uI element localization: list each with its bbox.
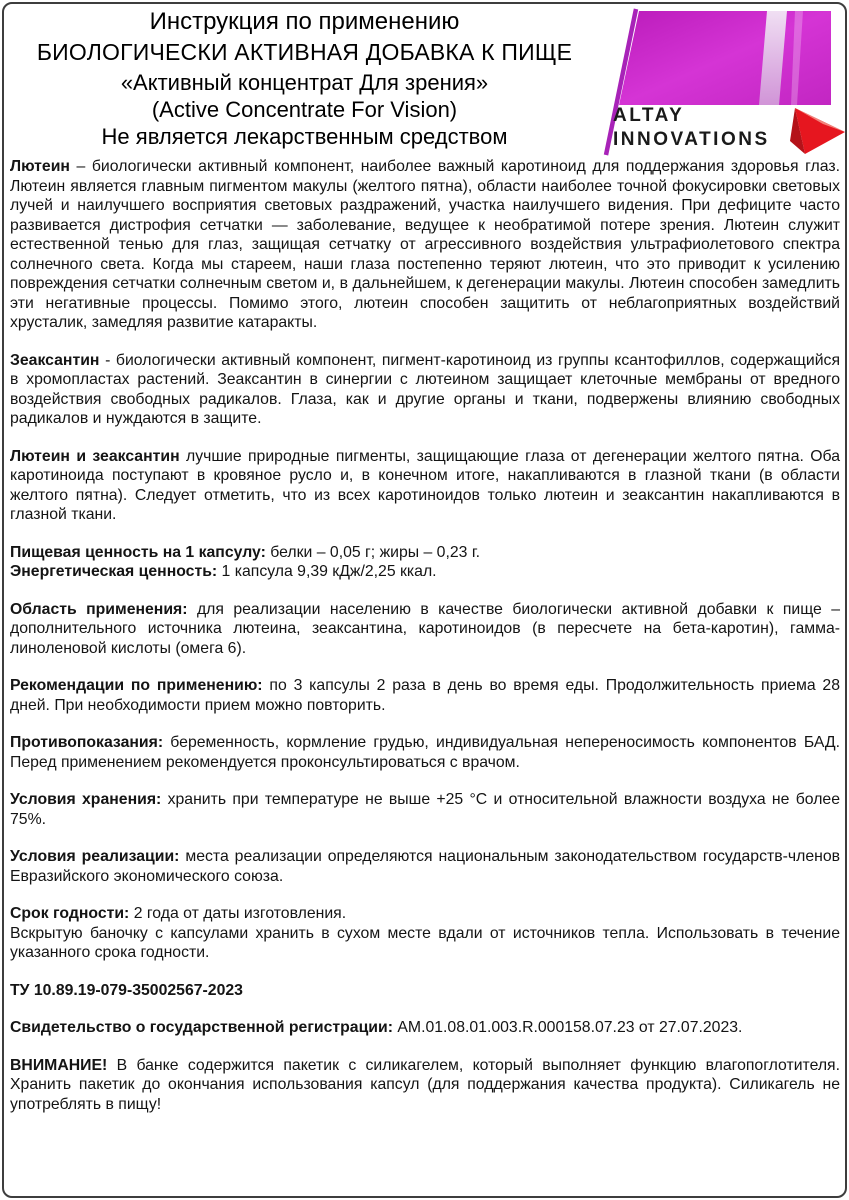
paragraph: Зеаксантин - биологически активный компонент, пигмент-каротиноид из группы ксантофиллов, содержащийся в хромопластах растений. Зеаксантин в синергии с лютеином защищает клеточные мембраны от вредного воздействия свободных радикалов. Глаза, как и другие органы и ткани, подвержены влиянию свободных радикалов и нуждаются в защите. [10,351,840,427]
leaflet-header [12,7,597,150]
paragraph-lead: Пищевая ценность на 1 капсулу: [10,543,266,561]
header-instruction-title: Инструкция по применению [149,8,460,35]
paragraph-lead: Противопоказания: [10,734,164,751]
paragraph: Срок годности: 2 года от даты изготовления. [10,905,347,922]
header-product-name-en: (Active Concentrate For Vision) [151,97,458,122]
paragraph: Лютеин и зеаксантин лучшие природные пигменты, защищающие глаза от дегенерации желтого пятна. Оба каротиноида поступают в кровяное русло и, в конечном итоге, накапливаются в глазной ткани (в области желтого пятна). Следует отметить, что из всех каротиноидов только лютеин и зеаксантин накапливаются в глазной ткани. [10,447,840,523]
paragraph: Рекомендации по применению: по 3 капсулы 2 раза в день во время еды. Продолжительность приема 28 дней. При необходимости прием можно повторить. [10,677,841,714]
brand-name-innovations: INNOVATIONS [613,129,770,150]
paragraph: Область применения: для реализации населению в качестве биологически активной добавки к пище – дополнительного источника лютеина, зеаксантина, каротиноидов (в пересчете на бета-каротин), гамма-линоленовой кислоты (омега 6). [10,600,841,657]
header-supplement-type: БИОЛОГИЧЕСКИ АКТИВНАЯ ДОБАВКА К ПИЩЕ [36,39,573,65]
body-paragraphs [10,157,840,1114]
paragraph: Пищевая ценность на 1 капсулу: белки – 0,05 г; жиры – 0,23 г. [10,543,481,561]
paragraph-lead: Лютеин и зеаксантин [10,447,180,465]
paragraph-lead: Энергетическая ценность: [10,563,218,580]
paragraph: Вскрытую баночку с капсулами хранить в сухом месте вдали от источников тепла. Использовать в течение указанного срока годности. [10,924,840,961]
paragraph-lead: Область применения: [10,600,188,618]
paragraph-lead: Рекомендации по применению: [10,677,263,694]
paragraph-lead: Свидетельство о государственной регистрации: [10,1019,393,1036]
paragraph-lead: Срок годности: [10,905,130,922]
paragraph: ВНИМАНИЕ! В банке содержится пакетик с силикагелем, который выполняет функцию влагопоглотителя. Хранить пакетик до окончания использования капсул (для поддержания качества продукта). Силикагель не употреблять в пищу! [10,1056,840,1113]
paragraph-lead: Условия реализации: [10,848,180,865]
paragraph: Условия хранения: хранить при температуре не выше +25 °С и относительной влажности воздуха не более 75%. [10,791,840,828]
altay-innovations-logo [599,8,847,156]
paragraph: Условия реализации: места реализации определяются национальным законодательством государств-членов Евразийского экономического союза. [10,848,841,885]
paragraph: Свидетельство о государственной регистрации: АМ.01.08.01.003.R.000158.07.23 от 27.07.2023. [10,1019,743,1036]
red-arrow-icon [790,108,845,154]
paragraph [10,981,840,1001]
paragraph-lead: ТУ 10.89.19-079-35002567-2023 [10,981,243,999]
paragraph-lead: Лютеин [10,158,70,175]
header-product-name-ru: «Активный концентрат Для зрения» [120,70,489,95]
brand-name-altay: ALTAY [613,105,685,126]
paragraph: Лютеин – биологически активный компонент, наиболее важный каротиноид для поддержания здоровья глаз. Лютеин является главным пигментом макулы (желтого пятна), области наиболее точной фокусировки световых лучей и наилучшего восприятия световых раздражений, участка наилучшего видения. При дефиците часто развивается дистрофия сетчатки — заболевание, ведущее к необратимой потере зрения. Лютеин служит естественной тенью для глаз, защищая сетчатку от агрессивного воздействия ультрафиолетового спектра солнечного света. Когда мы стареем, наши глаза постепенно теряют лютеин, что это приводит к усилению повреждения сетчатки солнечным светом и, в дальнейшем, к дегенерации макулы. Лютеин способен замедлить эти негативные процессы. Помимо этого, лютеин способен защитить от неблагоприятных воздействий хрусталик, замедляя развитие катаракты. [10,158,840,331]
paragraph-lead: ВНИМАНИЕ! [10,1056,108,1074]
paragraph-lead: Зеаксантин [10,351,100,369]
paragraph: Энергетическая ценность: 1 капсула 9,39 кДж/2,25 ккал. [10,563,437,580]
paragraph-lead: Условия хранения: [10,791,162,808]
paragraph: Противопоказания: беременность, кормление грудью, индивидуальная непереносимость компонентов БАД. Перед применением рекомендуется проконсультироваться с врачом. [10,734,840,771]
header-disclaimer: Не является лекарственным средством [101,124,508,149]
